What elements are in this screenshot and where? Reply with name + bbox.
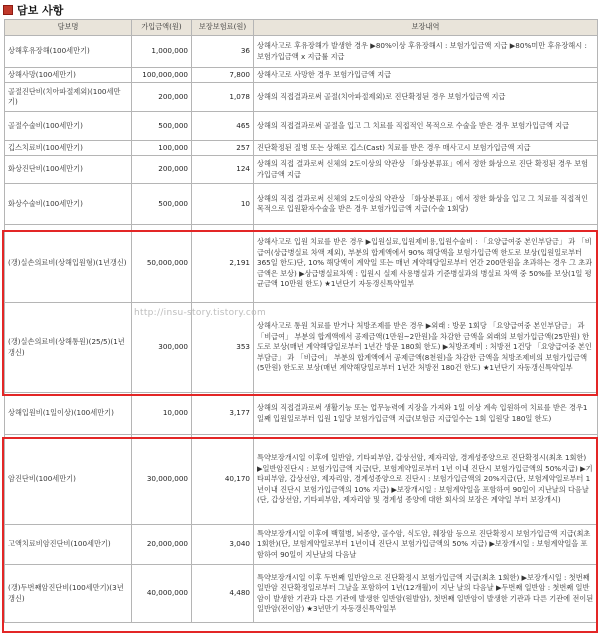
coverage-name: 암진단비(100세만기) [5, 435, 132, 525]
section-title-text: 담보 사항 [17, 4, 64, 17]
table-row [5, 36, 598, 68]
coverage-name: (갱)실손의료비(상해입원형)(1년갱신) [5, 225, 132, 303]
coverage-premium: 36 [192, 36, 254, 68]
coverage-name: 깁스치료비(100세만기) [5, 141, 132, 156]
coverage-detail: 특약보장개시일 이후에 백혈병, 뇌종양, 골수암, 식도암, 췌장암 등으로 진단확정시 보험가입금액 지급(최초 1회한)(단, 보험계약일로부터 1년이내 진단시 보험가입금액의 50% 지급) ▶보장개시일 : 보험계약일을 포함하여 90일이 지난날의 다음날 [254, 525, 598, 565]
section-title [3, 2, 63, 18]
table-row [5, 435, 598, 525]
coverage-premium: 40,170 [192, 435, 254, 525]
header-detail: 보장내역 [254, 20, 598, 36]
coverage-detail: 상해사고로 입원 치료를 받은 경우 ▶입원실료,입원제비용,입원수술비 : 「요양급여중 본인부담금」 과 「비급여(상급병실료 차액 제외), 부분의 합계액에서 90% 해당액을 보험가입금액 한도로 보상(입원일로부터 365일 한도)단, 10% 해당액이 계약일 또는 매년 계약해당일로부터 연간 200만원을 초과하는 경우 그 초과금액은 보상) ▶상급병실료차액 : 입원시 실제 사용병실과 기준병실과의 병실료 차액 중 50%를 보상(1일 평균금액 10만원 한도) ★1년단기 자동갱신특약일부 [254, 225, 598, 303]
header-premium: 보장보험료(원) [192, 20, 254, 36]
coverage-premium: 257 [192, 141, 254, 156]
coverage-amount: 1,000,000 [132, 36, 192, 68]
coverage-name: 상해사망(100세만기) [5, 68, 132, 83]
coverage-detail: 상해의 직접 결과로써 신체의 2도이상의 약관상 「화상분류표」에서 정한 화상으로 진단 확정된 경우 보험가입금액 지급 [254, 156, 598, 184]
table-row [5, 393, 598, 435]
red-square-icon [3, 5, 13, 15]
coverage-premium: 353 [192, 303, 254, 393]
coverage-name: (갱)두번째암진단비(100세만기)(3년갱신) [5, 565, 132, 623]
coverage-amount: 10,000 [132, 393, 192, 435]
coverage-premium: 3,040 [192, 525, 254, 565]
table-row [5, 184, 598, 225]
coverage-name: 고액치료비암진단비(100세만기) [5, 525, 132, 565]
coverage-amount: 40,000,000 [132, 565, 192, 623]
coverage-premium: 465 [192, 112, 254, 141]
coverage-name: 골절진단비(치아파절제외)(100세만기) [5, 83, 132, 112]
coverage-name: (갱)실손의료비(상해통원)(25/5)(1년갱신) [5, 303, 132, 393]
table-row [5, 525, 598, 565]
table-row [5, 112, 598, 141]
coverage-amount: 300,000 [132, 303, 192, 393]
coverage-premium: 2,191 [192, 225, 254, 303]
coverage-detail: 진단확정된 질병 또는 상해로 깁스(Cast) 치료를 받은 경우 매사고시 보험가입금액 지급 [254, 141, 598, 156]
table-row [5, 565, 598, 623]
coverage-amount: 500,000 [132, 112, 192, 141]
coverage-detail: 특약보장개시일 이후에 일반암, 기타피부암, 갑상선암, 제자리암, 경계성종양으로 진단확정시(최초 1회한) ▶일반암진단시 : 보험가입금액 지급(단, 보험계약일로부터 1년 이내 진단시 보험가입금액의 50%지급) ▶기타피부암, 갑상선암, 제자리암, 경계성종양으로 진단시 : 보험가입금액의 20%지급(단, 보험계약일로부터 1년이내 진단시 보험가입금액의 10% 지급) ▶보장개시일 : 보험계약일을 포함하여 90일이 지난날의 다음날(단, 갑상선암, 기타피부암, 제자리암 및 경계성 종양에 대한 회사의 보장은 계약일 부터 보장개시) [254, 435, 598, 525]
coverage-amount: 200,000 [132, 156, 192, 184]
table-row [5, 68, 598, 83]
table-row [5, 225, 598, 303]
coverage-name: 상해후유장해(100세만기) [5, 36, 132, 68]
table-row [5, 303, 598, 393]
coverage-table [4, 19, 598, 623]
coverage-premium: 3,177 [192, 393, 254, 435]
coverage-amount: 30,000,000 [132, 435, 192, 525]
coverage-amount: 500,000 [132, 184, 192, 225]
coverage-name: 골절수술비(100세만기) [5, 112, 132, 141]
coverage-detail: 특약보장개시일 이후 두번째 일반암으로 진단확정시 보험가입금액 지급(최초 1회한) ▶보장개시일 : 첫번째 일반암 진단확정일로부터 그날을 포함하여 1년(12개월)이 지난 날의 다음날 ▶두번째 일반암 : 첫번째 일반암이 발생한 기관과 다른 기관에 발생한 일반암(원발암), 첫번째 일반암이 발생한 기관과 다른 기관에 전이된 일반암(전이암) ★3년만기 자동갱신특약일부 [254, 565, 598, 623]
coverage-detail: 상해의 직접결과로써 생활기능 또는 업무능력에 지장을 가져와 1일 이상 계속 입원하여 치료를 받은 경우1일째 입원일로부터 입원 1일당 보험가입금액 지급(보험금 지급일수는 1회 입원당 180일 한도) [254, 393, 598, 435]
coverage-detail: 상해사고로 통원 치료를 받거나 처방조제를 받은 경우 ▶외래 : 방문 1회당 「요양급여중 본인부담금」 과 「비급여」 부분의 합계액에서 공제금액(1만원~2만원)을 차감한 금액을 외래의 보험가입금액(25만원) 한도로 보상(매년 계약해당일로부터 1년간 방문 180회 한도) ▶처방조제비 : 처방전 1건당 「요양급여중 본인부담금」 과 「비급여」 부분의 합계액에서 공제금액(8천원)을 차감한 금액을 처방조제비의 보험가입금액(5만원) 한도로 보상(매년 계약해당일로부터 1년간 처방전 180건 한도) ★1년단기 자동갱신특약일부 [254, 303, 598, 393]
table-row [5, 141, 598, 156]
coverage-premium: 4,480 [192, 565, 254, 623]
coverage-amount: 50,000,000 [132, 225, 192, 303]
header-amount: 가입금액(원) [132, 20, 192, 36]
coverage-premium: 7,800 [192, 68, 254, 83]
coverage-detail: 상해사고로 후유장해가 발생한 경우 ▶80%이상 후유장해시 : 보험가입금액 지급 ▶80%미만 후유장해시 : 보험가입금액 x 지급률 지급 [254, 36, 598, 68]
watermark-url: http://insu-story.tistory.com [134, 308, 267, 318]
coverage-premium: 10 [192, 184, 254, 225]
table-header-row [5, 20, 598, 36]
coverage-detail: 상해사고로 사망한 경우 보험가입금액 지급 [254, 68, 598, 83]
coverage-premium: 1,078 [192, 83, 254, 112]
coverage-detail: 상해의 직접 결과로써 신체의 2도이상의 약관상 「화상분류표」에서 정한 화상을 입고 그 치료를 직접적인 목적으로 입원환자수술을 받은 경우 보험가입금액 지급(수술 1회당) [254, 184, 598, 225]
coverage-name: 화상수술비(100세만기) [5, 184, 132, 225]
coverage-premium: 124 [192, 156, 254, 184]
coverage-amount: 100,000,000 [132, 68, 192, 83]
coverage-name: 상해입원비(1일이상)(100세만기) [5, 393, 132, 435]
table-row [5, 83, 598, 112]
coverage-amount: 20,000,000 [132, 525, 192, 565]
coverage-detail: 상해의 직접결과로써 골절(치아파절제외)로 진단확정된 경우 보험가입금액 지급 [254, 83, 598, 112]
table-row [5, 156, 598, 184]
header-name: 담보명 [5, 20, 132, 36]
coverage-amount: 100,000 [132, 141, 192, 156]
coverage-detail: 상해의 직접결과로써 골절을 입고 그 치료를 직접적인 목적으로 수술을 받은 경우 보험가입금액 지급 [254, 112, 598, 141]
coverage-amount: 200,000 [132, 83, 192, 112]
coverage-name: 화상진단비(100세만기) [5, 156, 132, 184]
